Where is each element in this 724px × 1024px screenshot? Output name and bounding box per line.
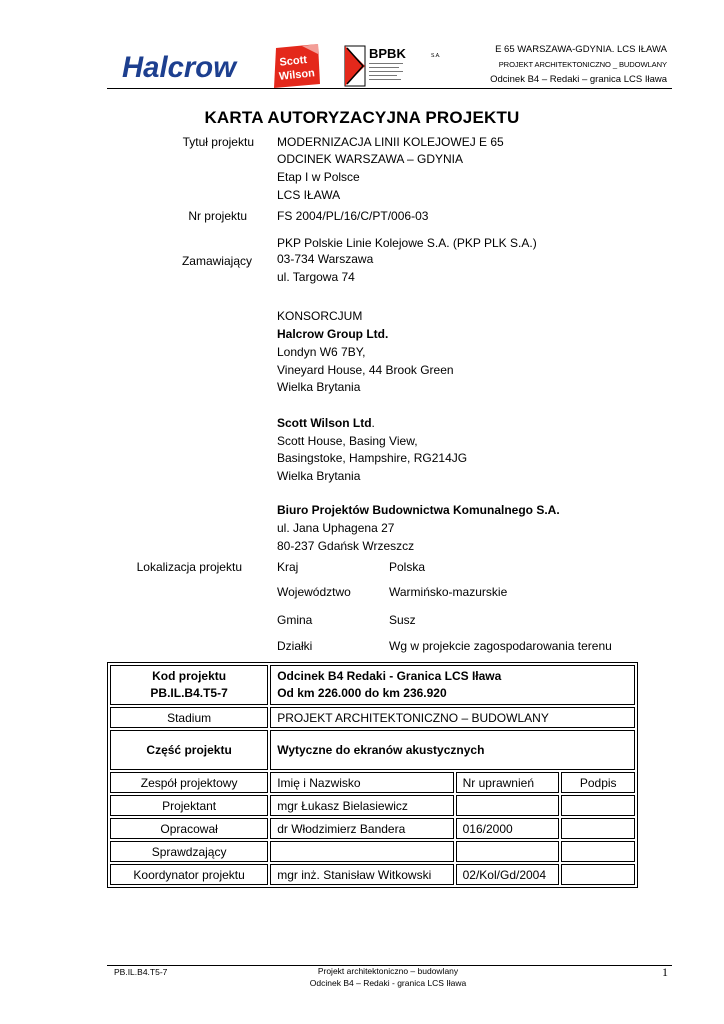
person-name-cell: dr Włodzimierz Bandera	[270, 818, 453, 839]
table-row	[110, 795, 635, 816]
signature-cell	[561, 841, 635, 862]
table-row	[110, 818, 635, 839]
signature-header-cell: Podpis	[561, 772, 635, 793]
header-section-line: Odcinek B4 – Redaki – granica LCS Iława	[490, 74, 667, 85]
header-stage-line: PROJEKT ARCHITEKTONICZNO _ BUDOWLANY	[498, 60, 667, 69]
location-value: Polska	[389, 560, 426, 574]
table-row	[110, 772, 635, 793]
scott-address-line: Wielka Brytania	[277, 469, 361, 483]
document-title: KARTA AUTORYZACYJNA PROJEKTU	[204, 108, 520, 127]
project-title-line: ODCINEK WARSZAWA – GDYNIA	[277, 152, 464, 166]
page-number: 1	[662, 965, 668, 979]
client-label: Zamawiający	[181, 254, 252, 268]
table-row	[110, 707, 635, 728]
project-number-label: Nr projektu	[188, 209, 247, 223]
project-km-line: Od km 226.000 do km 236.920	[277, 686, 447, 700]
bpbk-address-line: 80-237 Gdańsk Wrzeszcz	[277, 539, 415, 553]
team-label-cell: Zespół projektowy	[110, 772, 268, 793]
project-title-line: MODERNIZACJA LINII KOLEJOWEJ E 65	[277, 135, 504, 149]
role-cell: Projektant	[110, 795, 268, 816]
project-code-value: PB.IL.B4.T5-7	[150, 686, 228, 700]
role-cell: Opracował	[110, 818, 268, 839]
location-value: Susz	[389, 613, 416, 627]
scott-address-line: Scott House, Basing View,	[277, 434, 418, 448]
person-name-cell: mgr Łukasz Bielasiewicz	[270, 795, 453, 816]
project-title-label: Tytuł projektu	[182, 135, 254, 149]
project-title-line: Etap I w Polsce	[277, 170, 360, 184]
footer-project-code: PB.IL.B4.T5-7	[114, 967, 168, 977]
stage-value-cell: PROJEKT ARCHITEKTONICZNO – BUDOWLANY	[270, 707, 635, 728]
table-row	[110, 665, 635, 705]
table-row	[110, 730, 635, 770]
project-part-label-cell: Część projektu	[110, 730, 268, 770]
table-row	[110, 841, 635, 862]
bpbk-company-name: Biuro Projektów Budownictwa Komunalnego S.A.	[277, 503, 560, 517]
signature-cell	[561, 818, 635, 839]
location-key: Gmina	[277, 613, 313, 627]
project-section-cell	[270, 665, 635, 705]
location-key: Działki	[277, 639, 313, 653]
project-section-line: Odcinek B4 Redaki - Granica LCS Iława	[277, 669, 502, 683]
authorization-table	[107, 662, 638, 888]
person-name-cell: mgr inż. Stanisław Witkowski	[270, 864, 453, 885]
role-cell: Koordynator projektu	[110, 864, 268, 885]
license-header-cell: Nr uprawnień	[456, 772, 560, 793]
table-row	[110, 864, 635, 885]
license-cell: 016/2000	[456, 818, 560, 839]
header-project-line: E 65 WARSZAWA-GDYNIA. LCS IŁAWA	[495, 44, 667, 55]
signature-cell	[561, 864, 635, 885]
person-name-cell	[270, 841, 453, 862]
halcrow-address-line: Wielka Brytania	[277, 380, 361, 394]
footer-stage-line: Projekt architektoniczno – budowlany	[317, 966, 459, 976]
location-key: Kraj	[277, 560, 299, 574]
license-cell	[456, 841, 560, 862]
scott-wilson-logo	[272, 44, 322, 90]
footer-section-line: Odcinek B4 – Redaki - granica LCS Iława	[309, 978, 467, 988]
consortium-heading: KONSORCJUM	[277, 309, 363, 323]
halcrow-address-line: Vineyard House, 44 Brook Green	[277, 363, 454, 377]
bpbk-logo	[343, 44, 449, 88]
license-cell	[456, 795, 560, 816]
project-part-value-cell: Wytyczne do ekranów akustycznych	[270, 730, 635, 770]
location-label: Lokalizacja projektu	[136, 560, 242, 574]
client-line: PKP Polskie Linie Kolejowe S.A. (PKP PLK S.A.)	[277, 236, 537, 250]
client-line: ul. Targowa 74	[277, 270, 355, 284]
bpbk-logo-text: BPBK	[369, 46, 406, 61]
stage-label-cell: Stadium	[110, 707, 268, 728]
scott-wilson-company-name	[277, 416, 375, 430]
header-divider	[107, 88, 672, 89]
license-cell: 02/Kol/Gd/2004	[456, 864, 560, 885]
scott-address-line: Basingstoke, Hampshire, RG214JG	[277, 451, 468, 465]
signature-cell	[561, 795, 635, 816]
project-title-line: LCS IŁAWA	[277, 188, 341, 202]
halcrow-logo	[122, 50, 238, 82]
client-line: 03-734 Warszawa	[277, 252, 374, 266]
scott-logo-text-2: Wilson	[278, 67, 316, 83]
location-value: Wg w projekcie zagospodarowania terenu	[389, 639, 612, 653]
project-code-cell	[110, 665, 268, 705]
halcrow-company-name: Halcrow Group Ltd.	[277, 327, 389, 341]
project-number-value: FS 2004/PL/16/C/PT/006-03	[277, 209, 429, 223]
project-code-label: Kod projektu	[152, 669, 227, 683]
bpbk-address-line: ul. Jana Uphagena 27	[277, 521, 395, 535]
scott-logo-text-1: Scott	[278, 53, 308, 69]
location-key: Województwo	[277, 585, 351, 599]
scott-wilson-name-dot: .	[371, 416, 375, 430]
role-cell: Sprawdzający	[110, 841, 268, 862]
scott-wilson-name-text: Scott Wilson Ltd	[277, 416, 372, 430]
name-header-cell: Imię i Nazwisko	[270, 772, 453, 793]
halcrow-logo-text: Halcrow	[122, 51, 238, 82]
halcrow-address-line: Londyn W6 7BY,	[277, 345, 366, 359]
location-value: Warmińsko-mazurskie	[389, 585, 508, 599]
bpbk-logo-suffix: S.A.	[431, 53, 441, 59]
